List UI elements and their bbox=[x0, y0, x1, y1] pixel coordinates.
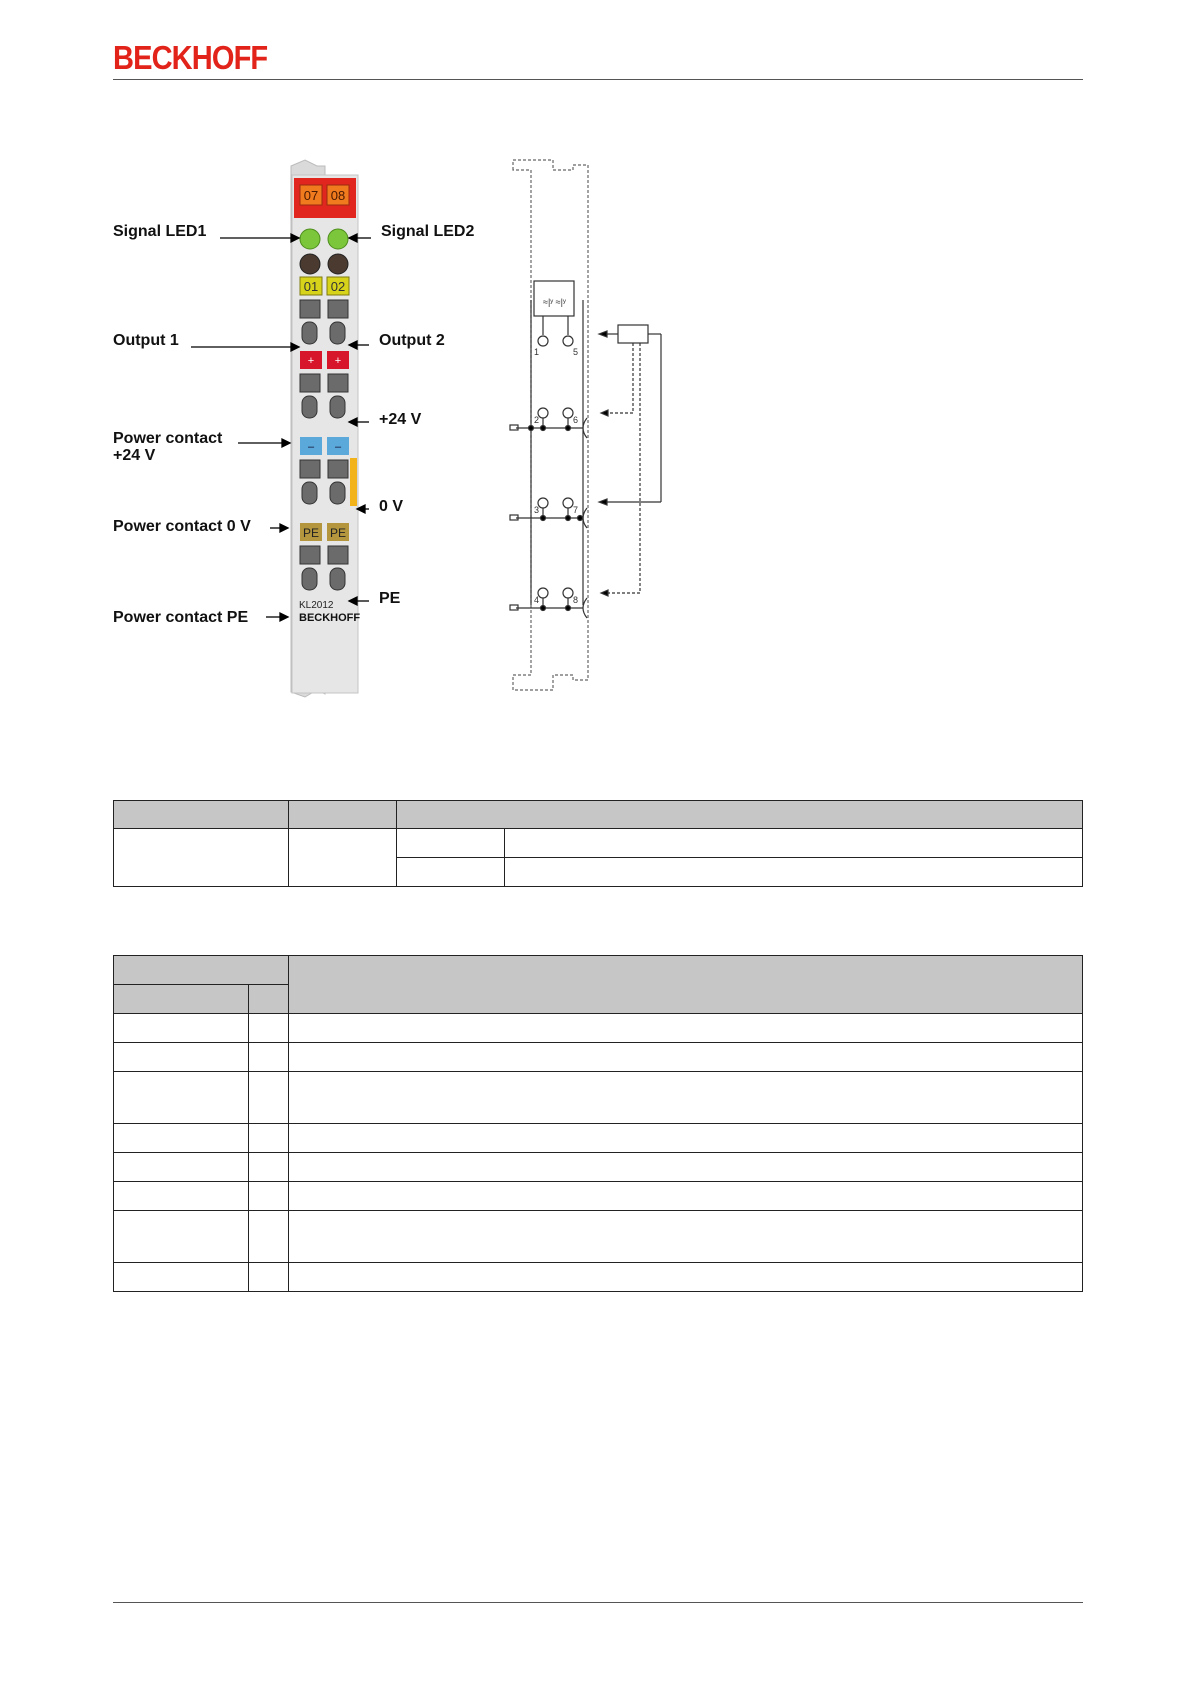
table-row-cell bbox=[249, 1124, 289, 1153]
table-row-cell bbox=[249, 1211, 289, 1263]
callout-pe: PE bbox=[379, 590, 401, 607]
connection-table-header-cell bbox=[289, 956, 1083, 1014]
signal-led1 bbox=[300, 229, 320, 249]
table-row-cell bbox=[249, 1043, 289, 1072]
connection-table-header-cell bbox=[114, 956, 289, 985]
table-row-cell bbox=[114, 1124, 249, 1153]
table-row-cell bbox=[249, 1014, 289, 1043]
callout-output2: Output 2 bbox=[379, 332, 445, 349]
term-6: 6 bbox=[573, 415, 579, 425]
beckhoff-logo: BECKHOFF bbox=[113, 39, 268, 76]
table-row-cell bbox=[289, 1263, 1083, 1292]
callout-power-contact-0v: Power contact 0 V bbox=[113, 518, 251, 535]
plus-tag-2: + bbox=[334, 355, 342, 367]
callout-output1: Output 1 bbox=[113, 332, 179, 349]
connection-table-header-cell bbox=[249, 985, 289, 1014]
table-row-cell bbox=[289, 1182, 1083, 1211]
term-8: 8 bbox=[573, 595, 579, 605]
led-table-cell bbox=[289, 829, 397, 887]
zero-v-bar bbox=[350, 458, 357, 506]
connection-table bbox=[113, 955, 1083, 1292]
table-row-cell bbox=[249, 1072, 289, 1124]
table-row-cell bbox=[289, 1043, 1083, 1072]
led-table-header-cell bbox=[289, 801, 397, 829]
table-row-cell bbox=[114, 1043, 249, 1072]
table-row-cell bbox=[249, 1263, 289, 1292]
svg-text:≈|ʸ ≈|ʸ: ≈|ʸ ≈|ʸ bbox=[543, 297, 566, 307]
table-row-cell bbox=[289, 1153, 1083, 1182]
table-row-cell bbox=[114, 1182, 249, 1211]
callout-power-contact-24v: Power contact +24 V bbox=[113, 430, 223, 464]
signal-led2 bbox=[328, 229, 348, 249]
led-table-cell bbox=[505, 858, 1083, 887]
pe-tag-1: PE bbox=[302, 526, 320, 540]
table-row-cell bbox=[114, 1263, 249, 1292]
led-num-08: 08 bbox=[330, 188, 346, 203]
led-table-header-cell bbox=[397, 801, 1083, 829]
led-num-07: 07 bbox=[303, 188, 319, 203]
plus-tag-1: + bbox=[307, 355, 315, 367]
callout-signal-led1: Signal LED1 bbox=[113, 223, 207, 240]
table-row-cell bbox=[289, 1014, 1083, 1043]
led-table bbox=[113, 800, 1083, 887]
table-row-cell bbox=[289, 1124, 1083, 1153]
minus-tag-1: – bbox=[307, 441, 315, 453]
table-row-cell bbox=[249, 1182, 289, 1211]
led-table-cell bbox=[397, 829, 505, 858]
terminal-body bbox=[291, 160, 360, 697]
term-3: 3 bbox=[534, 505, 540, 515]
led-table-cell bbox=[397, 858, 505, 887]
footer-rule bbox=[113, 1602, 1083, 1603]
module-brand-text: BECKHOFF bbox=[299, 612, 361, 624]
table-row-cell bbox=[289, 1211, 1083, 1263]
module-tag-text: KL2012 bbox=[299, 600, 334, 611]
table-row-cell bbox=[114, 1153, 249, 1182]
callout-signal-led2: Signal LED2 bbox=[381, 223, 475, 240]
led-table-cell bbox=[505, 829, 1083, 858]
table-row-cell bbox=[114, 1072, 249, 1124]
term-1: 1 bbox=[534, 347, 540, 357]
connection-table-header-cell bbox=[114, 985, 249, 1014]
term-2: 2 bbox=[534, 415, 540, 425]
term-5: 5 bbox=[573, 347, 579, 357]
term-4: 4 bbox=[534, 595, 540, 605]
table-row-cell bbox=[289, 1072, 1083, 1124]
wiring-schematic bbox=[510, 160, 661, 690]
term-7: 7 bbox=[573, 505, 579, 515]
led-table-header-cell bbox=[114, 801, 289, 829]
table-row-cell bbox=[114, 1211, 249, 1263]
pe-tag-2: PE bbox=[329, 526, 347, 540]
minus-tag-2: – bbox=[334, 441, 342, 453]
table-row-cell bbox=[114, 1014, 249, 1043]
callout-power-contact-pe: Power contact PE bbox=[113, 609, 249, 626]
module-figure bbox=[113, 160, 673, 700]
table-row-cell bbox=[249, 1153, 289, 1182]
out-num-02: 02 bbox=[330, 279, 346, 294]
callout-plus24v: +24 V bbox=[379, 411, 422, 428]
led-dark-2 bbox=[328, 254, 348, 274]
header-rule bbox=[113, 79, 1083, 80]
led-table-cell bbox=[114, 829, 289, 887]
led-dark-1 bbox=[300, 254, 320, 274]
out-num-01: 01 bbox=[303, 279, 319, 294]
callout-zero-v: 0 V bbox=[379, 498, 404, 515]
